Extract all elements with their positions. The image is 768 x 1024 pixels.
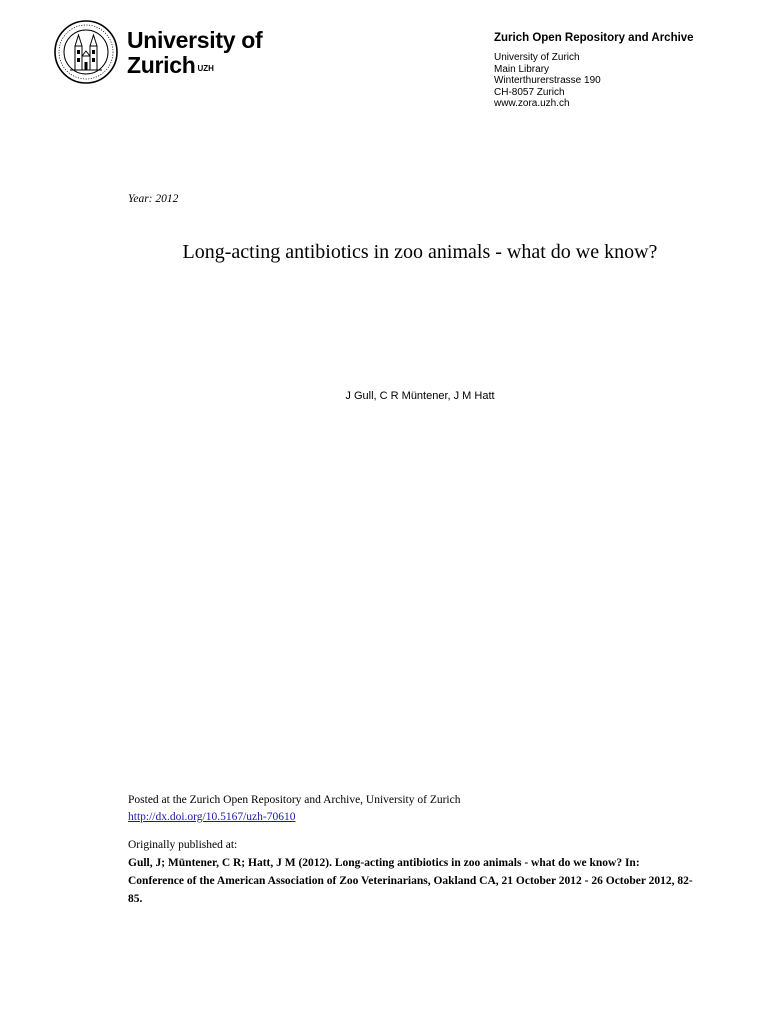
document-authors: J Gull, C R Müntener, J M Hatt	[345, 390, 495, 402]
repository-address-line: University of Zurich	[494, 52, 580, 63]
originally-published-label: Originally published at:	[128, 839, 238, 851]
posted-at-text: Posted at the Zurich Open Repository and Archive, University of Zurich	[128, 794, 461, 806]
repository-address-line: CH-8057 Zurich	[494, 86, 565, 98]
repository-title: Zurich Open Repository and Archive	[494, 32, 694, 44]
repository-website[interactable]: www.zora.uzh.ch	[494, 98, 570, 109]
wordmark-line-2	[127, 53, 262, 78]
publication-year: Year: 2012	[128, 193, 179, 205]
publication-footer	[128, 792, 698, 908]
doi-link[interactable]: http://dx.doi.org/10.5167/uzh-70610	[128, 811, 296, 823]
repository-header	[494, 31, 694, 110]
university-logo	[54, 20, 264, 86]
document-title: Long-acting antibiotics in zoo animals - what do we know?	[182, 241, 658, 263]
university-wordmark	[127, 28, 262, 78]
repository-address-line: Winterthurerstrasse 190	[494, 75, 601, 86]
citation-text: Gull, J; Müntener, C R; Hatt, J M (2012). Long-acting antibiotics in zoo animals - what do we know? In: Conference of the American Association of Zoo Veterinarians, Oakland CA, 21 October 2012 - 26 October 2012, 82-85.	[128, 857, 693, 905]
wordmark-uzh: UZH	[197, 64, 214, 73]
repository-address-line: Main Library	[494, 63, 550, 75]
university-seal-icon	[54, 20, 118, 84]
wordmark-line-1: University of	[127, 27, 263, 53]
wordmark-zurich: Zurich	[127, 52, 196, 78]
